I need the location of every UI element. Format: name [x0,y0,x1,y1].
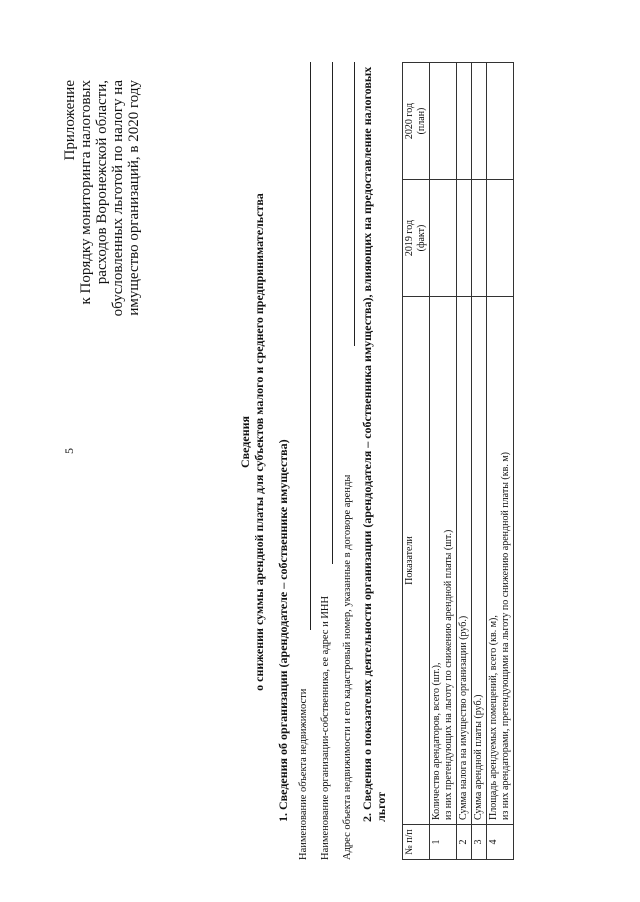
owner-name-line [332,62,333,564]
table-row [457,63,472,860]
cell-2020 [487,63,514,180]
cell-2019 [457,180,472,297]
row-indicator: Сумма арендной платы (руб.) [472,297,487,825]
header-2020-type: (план) [416,107,427,135]
object-name-label: Наименование объекта недвижимости [298,688,309,860]
cell-2020 [457,63,472,180]
table-header-row [403,63,430,860]
indicator-subline: из них претендующих на льготу по снижению арендной платы (шт.) [443,529,454,820]
header-2019-year: 2019 год [404,219,415,257]
row-num: 3 [472,825,487,860]
table-row [430,63,457,860]
indicator-subline: из них арендаторами, претендующими на льготу по снижению арендной платы (кв. м) [500,452,511,820]
cell-2019 [430,180,457,297]
header-2019-type: (факт) [416,224,427,252]
cell-2020 [430,63,457,180]
header-2019 [403,180,430,297]
document-title [238,162,266,722]
row-num: 1 [430,825,457,860]
object-address-line [354,62,355,346]
header-2020 [403,63,430,180]
appendix-line: расходов Воронежской области, [94,80,110,285]
section-1-heading: 1. Сведения об организации (арендодателе – собственнике имущества) [276,439,290,822]
appendix-line: имущество организаций, в 2020 году [126,80,142,316]
header-num: № п/п [403,825,430,860]
cell-2019 [487,180,514,297]
indicator-line: Площадь арендуемых помещений, всего (кв. м), [488,615,499,820]
owner-name-label: Наименование организации-собственника, ее адрес и ИНН [320,595,331,860]
table-row [487,63,514,860]
page-number: 5 [62,448,76,454]
table-row [472,63,487,860]
section-2-heading: 2. Сведения о показателях деятельности организации (арендодателя – собственника имущества), влияющих на предоставление налоговых льгот [360,66,388,822]
header-indicator: Показатели [403,297,430,825]
title-line: о снижении суммы арендной платы для субъектов малого и среднего предпринимательства [252,193,266,691]
row-indicator: Сумма налога на имущество организации (руб.) [457,297,472,825]
header-2020-year: 2020 год [404,102,415,140]
appendix-line: к Порядку мониторинга налоговых [78,80,94,305]
title-line: Сведения [238,415,252,469]
object-name-line [310,62,311,630]
row-indicator [430,297,457,825]
appendix-line: обусловленных льготой по налогу на [110,80,126,317]
cell-2020 [472,63,487,180]
indicators-table [402,62,514,860]
cell-2019 [472,180,487,297]
indicator-line: Количество арендаторов, всего (шт.), [431,662,442,820]
appendix-label: Приложение [62,80,78,161]
row-num: 2 [457,825,472,860]
row-num: 4 [487,825,514,860]
row-indicator [487,297,514,825]
object-address-label: Адрес объекта недвижимости и его кадастровый номер, указанные в договоре аренды [342,474,353,860]
appendix-header [62,80,142,370]
